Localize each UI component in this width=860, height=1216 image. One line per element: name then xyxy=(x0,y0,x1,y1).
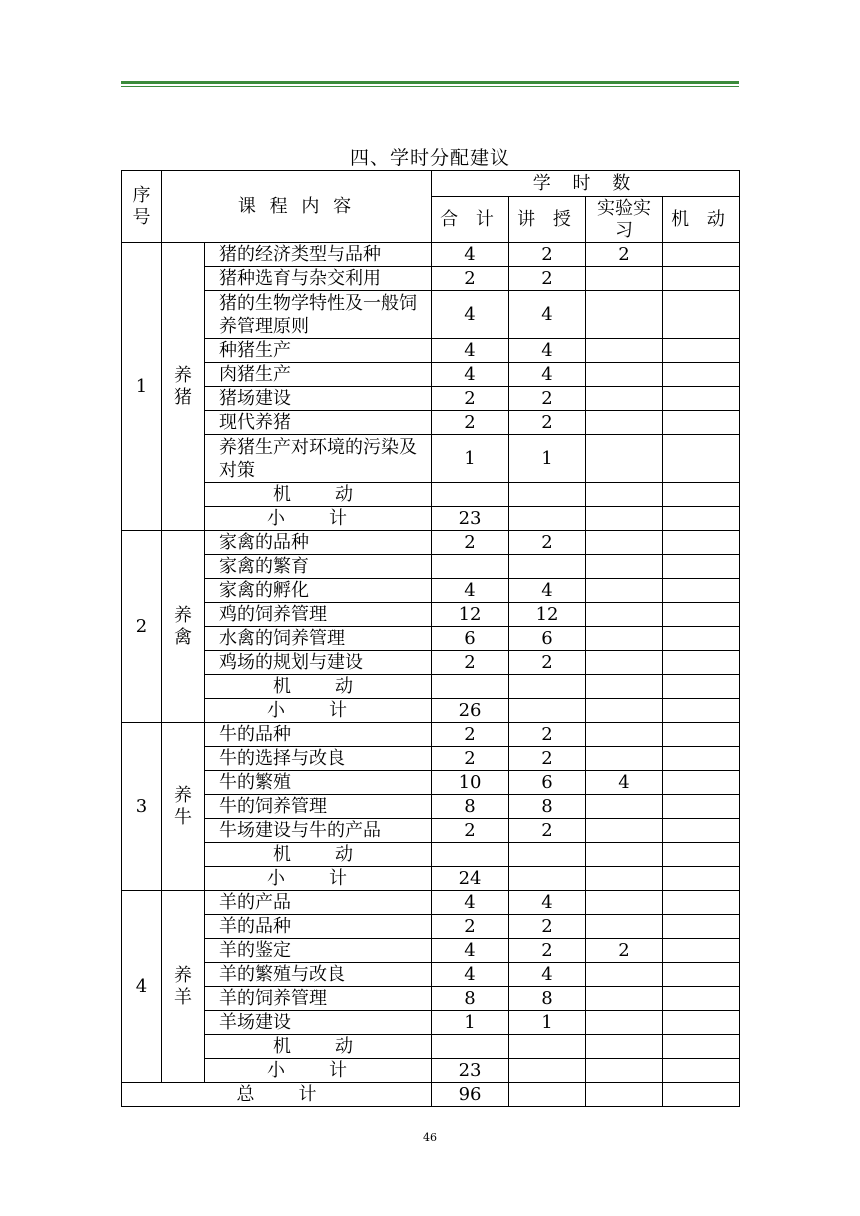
table-row xyxy=(122,531,740,555)
course-content: 种猪生产 xyxy=(205,339,432,363)
hours-flex xyxy=(663,915,740,939)
empty-cell xyxy=(586,483,663,507)
grand-total-value: 96 xyxy=(432,1083,509,1107)
table-row xyxy=(122,579,740,603)
hours-lab xyxy=(586,747,663,771)
table-row xyxy=(122,603,740,627)
empty-cell xyxy=(663,843,740,867)
hours-flex xyxy=(663,819,740,843)
hours-lab xyxy=(586,651,663,675)
course-content: 牛的繁殖 xyxy=(205,771,432,795)
course-content: 羊的鉴定 xyxy=(205,939,432,963)
course-content: 猪的生物学特性及一般饲养管理原则 xyxy=(205,291,432,339)
hours-total: 1 xyxy=(432,1011,509,1035)
hours-allocation-table xyxy=(121,170,740,1107)
hours-lab xyxy=(586,387,663,411)
empty-cell xyxy=(586,1035,663,1059)
subtotal-row xyxy=(122,1059,740,1083)
empty-cell xyxy=(663,1083,740,1107)
course-content: 羊的品种 xyxy=(205,915,432,939)
empty-cell xyxy=(663,867,740,891)
empty-cell xyxy=(509,483,586,507)
hours-lecture: 12 xyxy=(509,603,586,627)
hours-lecture: 4 xyxy=(509,963,586,987)
header-total: 合 计 xyxy=(432,197,509,243)
hours-lab xyxy=(586,723,663,747)
table-row xyxy=(122,723,740,747)
hours-total xyxy=(432,555,509,579)
hours-flex xyxy=(663,339,740,363)
page-title: 四、学时分配建议 xyxy=(349,147,510,169)
subtotal-label-char2: 计 xyxy=(329,507,347,529)
hours-lab xyxy=(586,1011,663,1035)
hours-total: 2 xyxy=(432,531,509,555)
hours-flex xyxy=(663,603,740,627)
hours-lecture: 4 xyxy=(509,363,586,387)
grand-total-row xyxy=(122,1083,740,1107)
hours-total: 12 xyxy=(432,603,509,627)
hours-total: 4 xyxy=(432,291,509,339)
hours-lab xyxy=(586,363,663,387)
header-rule-thick xyxy=(121,81,739,84)
table-row xyxy=(122,939,740,963)
empty-cell xyxy=(509,1035,586,1059)
subtotal-row xyxy=(122,699,740,723)
hours-lecture: 2 xyxy=(509,747,586,771)
section-name: 养羊 xyxy=(162,891,205,1083)
header-seq: 序号 xyxy=(122,171,162,243)
subtotal-label xyxy=(205,867,432,891)
hours-lab: 2 xyxy=(586,939,663,963)
hours-total: 8 xyxy=(432,795,509,819)
course-content: 水禽的饲养管理 xyxy=(205,627,432,651)
empty-cell xyxy=(663,1059,740,1083)
course-content: 猪的经济类型与品种 xyxy=(205,243,432,267)
table-body xyxy=(122,243,740,1107)
hours-total: 4 xyxy=(432,939,509,963)
hours-lecture: 2 xyxy=(509,267,586,291)
subtotal-value: 23 xyxy=(432,507,509,531)
table-row xyxy=(122,1011,740,1035)
course-content: 家禽的孵化 xyxy=(205,579,432,603)
subtotal-label-char1: 小 xyxy=(267,1059,285,1081)
course-content: 羊的繁殖与改良 xyxy=(205,963,432,987)
course-content: 羊的饲养管理 xyxy=(205,987,432,1011)
hours-lecture xyxy=(509,555,586,579)
table-row xyxy=(122,651,740,675)
empty-cell xyxy=(432,483,509,507)
subtotal-label-char1: 小 xyxy=(267,699,285,721)
hours-lecture: 2 xyxy=(509,939,586,963)
header-flex: 机 动 xyxy=(663,197,740,243)
hours-lab xyxy=(586,891,663,915)
hours-flex xyxy=(663,555,740,579)
empty-cell xyxy=(432,675,509,699)
table-row xyxy=(122,771,740,795)
hours-flex xyxy=(663,387,740,411)
subtotal-value: 26 xyxy=(432,699,509,723)
empty-cell xyxy=(663,1035,740,1059)
flex-row xyxy=(122,843,740,867)
table-row xyxy=(122,915,740,939)
hours-flex xyxy=(663,363,740,387)
subtotal-label xyxy=(205,507,432,531)
table-row xyxy=(122,627,740,651)
hours-lecture: 2 xyxy=(509,243,586,267)
table-row xyxy=(122,819,740,843)
hours-flex xyxy=(663,771,740,795)
flex-label xyxy=(205,1035,432,1059)
empty-cell xyxy=(663,483,740,507)
hours-lecture: 2 xyxy=(509,915,586,939)
flex-label xyxy=(205,483,432,507)
hours-flex xyxy=(663,291,740,339)
empty-cell xyxy=(663,507,740,531)
hours-lab xyxy=(586,603,663,627)
table-row xyxy=(122,339,740,363)
header-content: 课 程 内 容 xyxy=(162,171,432,243)
course-content: 牛的饲养管理 xyxy=(205,795,432,819)
hours-total: 10 xyxy=(432,771,509,795)
hours-lecture: 2 xyxy=(509,411,586,435)
flex-label-char1: 机 xyxy=(273,843,291,865)
hours-lecture: 4 xyxy=(509,339,586,363)
hours-flex xyxy=(663,579,740,603)
empty-cell xyxy=(586,1059,663,1083)
hours-lecture: 6 xyxy=(509,627,586,651)
course-content: 鸡场的规划与建设 xyxy=(205,651,432,675)
hours-flex xyxy=(663,531,740,555)
header-hours: 学 时 数 xyxy=(432,171,740,197)
hours-lecture: 4 xyxy=(509,291,586,339)
hours-total: 4 xyxy=(432,243,509,267)
hours-total: 4 xyxy=(432,339,509,363)
hours-lab xyxy=(586,267,663,291)
hours-flex xyxy=(663,651,740,675)
header-lecture: 讲 授 xyxy=(509,197,586,243)
section-number: 3 xyxy=(122,723,162,891)
grand-total-label xyxy=(122,1083,432,1107)
empty-cell xyxy=(509,843,586,867)
table-row xyxy=(122,555,740,579)
empty-cell xyxy=(509,1059,586,1083)
hours-lab xyxy=(586,819,663,843)
hours-lecture: 8 xyxy=(509,987,586,1011)
course-content: 肉猪生产 xyxy=(205,363,432,387)
hours-lab xyxy=(586,555,663,579)
section-name: 养禽 xyxy=(162,531,205,723)
table-row xyxy=(122,411,740,435)
hours-total: 2 xyxy=(432,747,509,771)
flex-label-char1: 机 xyxy=(273,483,291,505)
flex-label-char1: 机 xyxy=(273,675,291,697)
hours-flex xyxy=(663,267,740,291)
table-row xyxy=(122,747,740,771)
header-lab: 实验实习 xyxy=(586,197,663,243)
subtotal-label-char2: 计 xyxy=(329,699,347,721)
subtotal-label-char1: 小 xyxy=(267,867,285,889)
subtotal-row xyxy=(122,507,740,531)
subtotal-label-char1: 小 xyxy=(267,507,285,529)
course-content: 养猪生产对环境的污染及对策 xyxy=(205,435,432,483)
hours-flex xyxy=(663,411,740,435)
hours-total: 6 xyxy=(432,627,509,651)
hours-lab xyxy=(586,531,663,555)
empty-cell xyxy=(586,699,663,723)
course-content: 羊的产品 xyxy=(205,891,432,915)
hours-lecture: 2 xyxy=(509,819,586,843)
hours-total: 2 xyxy=(432,387,509,411)
subtotal-value: 24 xyxy=(432,867,509,891)
flex-label-char2: 动 xyxy=(335,675,353,697)
subtotal-label-char2: 计 xyxy=(329,1059,347,1081)
course-content: 牛的品种 xyxy=(205,723,432,747)
flex-label xyxy=(205,675,432,699)
table-row xyxy=(122,363,740,387)
table-row xyxy=(122,291,740,339)
empty-cell xyxy=(509,867,586,891)
flex-label-char1: 机 xyxy=(273,1035,291,1057)
hours-total: 4 xyxy=(432,963,509,987)
hours-lab xyxy=(586,291,663,339)
course-content: 牛场建设与牛的产品 xyxy=(205,819,432,843)
hours-total: 4 xyxy=(432,579,509,603)
hours-lecture: 4 xyxy=(509,891,586,915)
table-row xyxy=(122,963,740,987)
table-row xyxy=(122,795,740,819)
flex-row xyxy=(122,483,740,507)
hours-flex xyxy=(663,627,740,651)
hours-lab xyxy=(586,627,663,651)
hours-flex xyxy=(663,963,740,987)
hours-lab xyxy=(586,987,663,1011)
section-name: 养牛 xyxy=(162,723,205,891)
empty-cell xyxy=(509,675,586,699)
hours-flex xyxy=(663,747,740,771)
hours-total: 2 xyxy=(432,267,509,291)
subtotal-label-char2: 计 xyxy=(329,867,347,889)
page-number: 46 xyxy=(423,1131,437,1144)
subtotal-label xyxy=(205,699,432,723)
flex-label xyxy=(205,843,432,867)
flex-label-char2: 动 xyxy=(335,483,353,505)
hours-lab: 4 xyxy=(586,771,663,795)
course-content: 猪种选育与杂交利用 xyxy=(205,267,432,291)
empty-cell xyxy=(663,675,740,699)
section-number: 1 xyxy=(122,243,162,531)
hours-lecture: 2 xyxy=(509,723,586,747)
empty-cell xyxy=(509,507,586,531)
course-content: 鸡的饲养管理 xyxy=(205,603,432,627)
hours-total: 8 xyxy=(432,987,509,1011)
table-row xyxy=(122,267,740,291)
table-row xyxy=(122,987,740,1011)
flex-label-char2: 动 xyxy=(335,1035,353,1057)
table-row xyxy=(122,435,740,483)
hours-lecture: 1 xyxy=(509,1011,586,1035)
hours-lab xyxy=(586,339,663,363)
hours-flex xyxy=(663,723,740,747)
hours-lab: 2 xyxy=(586,243,663,267)
hours-lecture: 4 xyxy=(509,579,586,603)
empty-cell xyxy=(586,1083,663,1107)
grand-total-char1: 总 xyxy=(236,1083,255,1105)
course-content: 现代养猪 xyxy=(205,411,432,435)
hours-lab xyxy=(586,411,663,435)
hours-lecture: 2 xyxy=(509,531,586,555)
hours-total: 2 xyxy=(432,651,509,675)
course-content: 猪场建设 xyxy=(205,387,432,411)
hours-total: 4 xyxy=(432,363,509,387)
hours-flex xyxy=(663,939,740,963)
hours-flex xyxy=(663,1011,740,1035)
section-name: 养猪 xyxy=(162,243,205,531)
empty-cell xyxy=(586,675,663,699)
hours-lab xyxy=(586,795,663,819)
hours-total: 4 xyxy=(432,891,509,915)
hours-total: 2 xyxy=(432,915,509,939)
hours-lab xyxy=(586,579,663,603)
section-number: 2 xyxy=(122,531,162,723)
hours-total: 2 xyxy=(432,819,509,843)
hours-lecture: 6 xyxy=(509,771,586,795)
hours-flex xyxy=(663,435,740,483)
table-row xyxy=(122,243,740,267)
course-content: 家禽的品种 xyxy=(205,531,432,555)
course-content: 羊场建设 xyxy=(205,1011,432,1035)
grand-total-char2: 计 xyxy=(298,1083,317,1105)
hours-total: 1 xyxy=(432,435,509,483)
hours-lecture: 1 xyxy=(509,435,586,483)
empty-cell xyxy=(509,699,586,723)
subtotal-value: 23 xyxy=(432,1059,509,1083)
hours-total: 2 xyxy=(432,723,509,747)
subtotal-label xyxy=(205,1059,432,1083)
course-content: 牛的选择与改良 xyxy=(205,747,432,771)
hours-lab xyxy=(586,435,663,483)
table-row xyxy=(122,387,740,411)
hours-lecture: 8 xyxy=(509,795,586,819)
hours-flex xyxy=(663,987,740,1011)
hours-lab xyxy=(586,963,663,987)
empty-cell xyxy=(509,1083,586,1107)
course-content: 家禽的繁育 xyxy=(205,555,432,579)
empty-cell xyxy=(663,699,740,723)
empty-cell xyxy=(432,1035,509,1059)
hours-flex xyxy=(663,243,740,267)
table-row xyxy=(122,891,740,915)
hours-total: 2 xyxy=(432,411,509,435)
empty-cell xyxy=(586,867,663,891)
subtotal-row xyxy=(122,867,740,891)
empty-cell xyxy=(586,843,663,867)
hours-lab xyxy=(586,915,663,939)
hours-flex xyxy=(663,795,740,819)
hours-flex xyxy=(663,891,740,915)
empty-cell xyxy=(586,507,663,531)
section-number: 4 xyxy=(122,891,162,1083)
header-rule-thin xyxy=(121,86,739,87)
flex-label-char2: 动 xyxy=(335,843,353,865)
flex-row xyxy=(122,675,740,699)
hours-lecture: 2 xyxy=(509,651,586,675)
flex-row xyxy=(122,1035,740,1059)
hours-lecture: 2 xyxy=(509,387,586,411)
empty-cell xyxy=(432,843,509,867)
